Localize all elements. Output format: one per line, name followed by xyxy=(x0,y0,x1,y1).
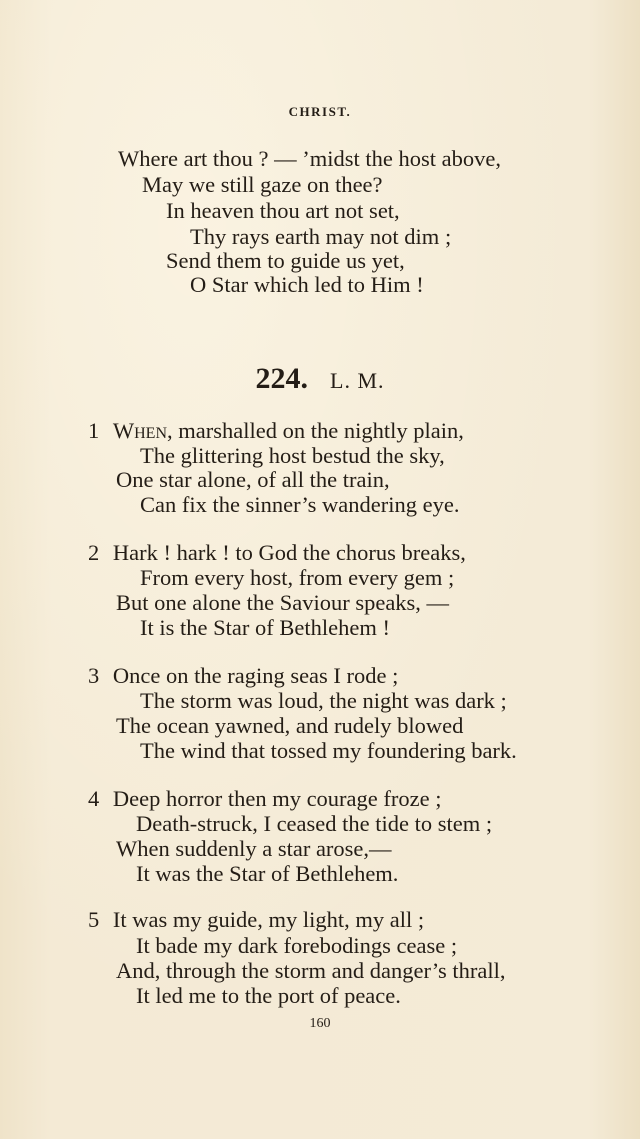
verse-first-line xyxy=(88,418,464,444)
verse-number: 3 xyxy=(88,663,100,688)
prev-hymn-line: Thy rays earth may not dim ; xyxy=(190,224,452,249)
verse-line: It was the Star of Bethlehem. xyxy=(136,861,399,886)
prev-hymn-line: Where art thou ? — ’midst the host above, xyxy=(118,146,502,171)
verse-line-text: Once on the raging seas I rode ; xyxy=(112,663,399,688)
verse-line-text: It was my guide, my light, my all ; xyxy=(112,907,425,932)
verse-line: And, through the storm and danger’s thrall, xyxy=(116,958,506,983)
verse-number: 4 xyxy=(88,786,100,811)
verse-line: The storm was loud, the night was dark ; xyxy=(140,688,507,713)
verse-line: Can fix the sinner’s wandering eye. xyxy=(140,492,460,517)
prev-hymn-line: O Star which led to Him ! xyxy=(190,272,424,297)
verse-line: It led me to the port of peace. xyxy=(136,983,401,1008)
verse-first-line xyxy=(88,907,424,933)
verse-line-text: Deep horror then my courage froze ; xyxy=(112,786,442,811)
page-number: 160 xyxy=(309,1016,331,1031)
prev-hymn-line: In heaven thou art not set, xyxy=(166,198,400,223)
verse-first-line xyxy=(88,786,441,812)
verse-line-text: Hark ! hark ! to God the chorus breaks, xyxy=(112,540,466,565)
verse-line: From every host, from every gem ; xyxy=(140,565,455,590)
hymn-heading xyxy=(0,362,640,396)
verse-line: Death-struck, I ceased the tide to stem ; xyxy=(136,811,493,836)
verse-number: 5 xyxy=(88,907,100,932)
prev-hymn-line: May we still gaze on thee? xyxy=(142,172,383,197)
hymn-meter: L. M. xyxy=(330,368,385,393)
verse-line: The wind that tossed my foundering bark. xyxy=(140,738,517,763)
verse-line: It bade my dark forebodings cease ; xyxy=(136,933,458,958)
verse-opening-word: When, xyxy=(112,418,173,443)
verse-line: It is the Star of Bethlehem ! xyxy=(140,615,390,640)
verse-number: 1 xyxy=(88,418,100,443)
running-header: CHRIST. xyxy=(288,104,352,119)
verse-number: 2 xyxy=(88,540,100,565)
verse-first-line xyxy=(88,540,466,566)
verse-line: One star alone, of all the train, xyxy=(116,467,390,492)
verse-line: When suddenly a star arose,— xyxy=(116,836,392,861)
verse-first-line xyxy=(88,663,398,689)
verse-line: The glittering host bestud the sky, xyxy=(140,443,445,468)
verse-line-text: marshalled on the nightly plain, xyxy=(172,418,464,443)
verse-line: The ocean yawned, and rudely blowed xyxy=(116,713,464,738)
verse-line: But one alone the Saviour speaks, — xyxy=(116,590,450,615)
hymn-number: 224. xyxy=(255,362,308,395)
prev-hymn-line: Send them to guide us yet, xyxy=(166,248,405,273)
